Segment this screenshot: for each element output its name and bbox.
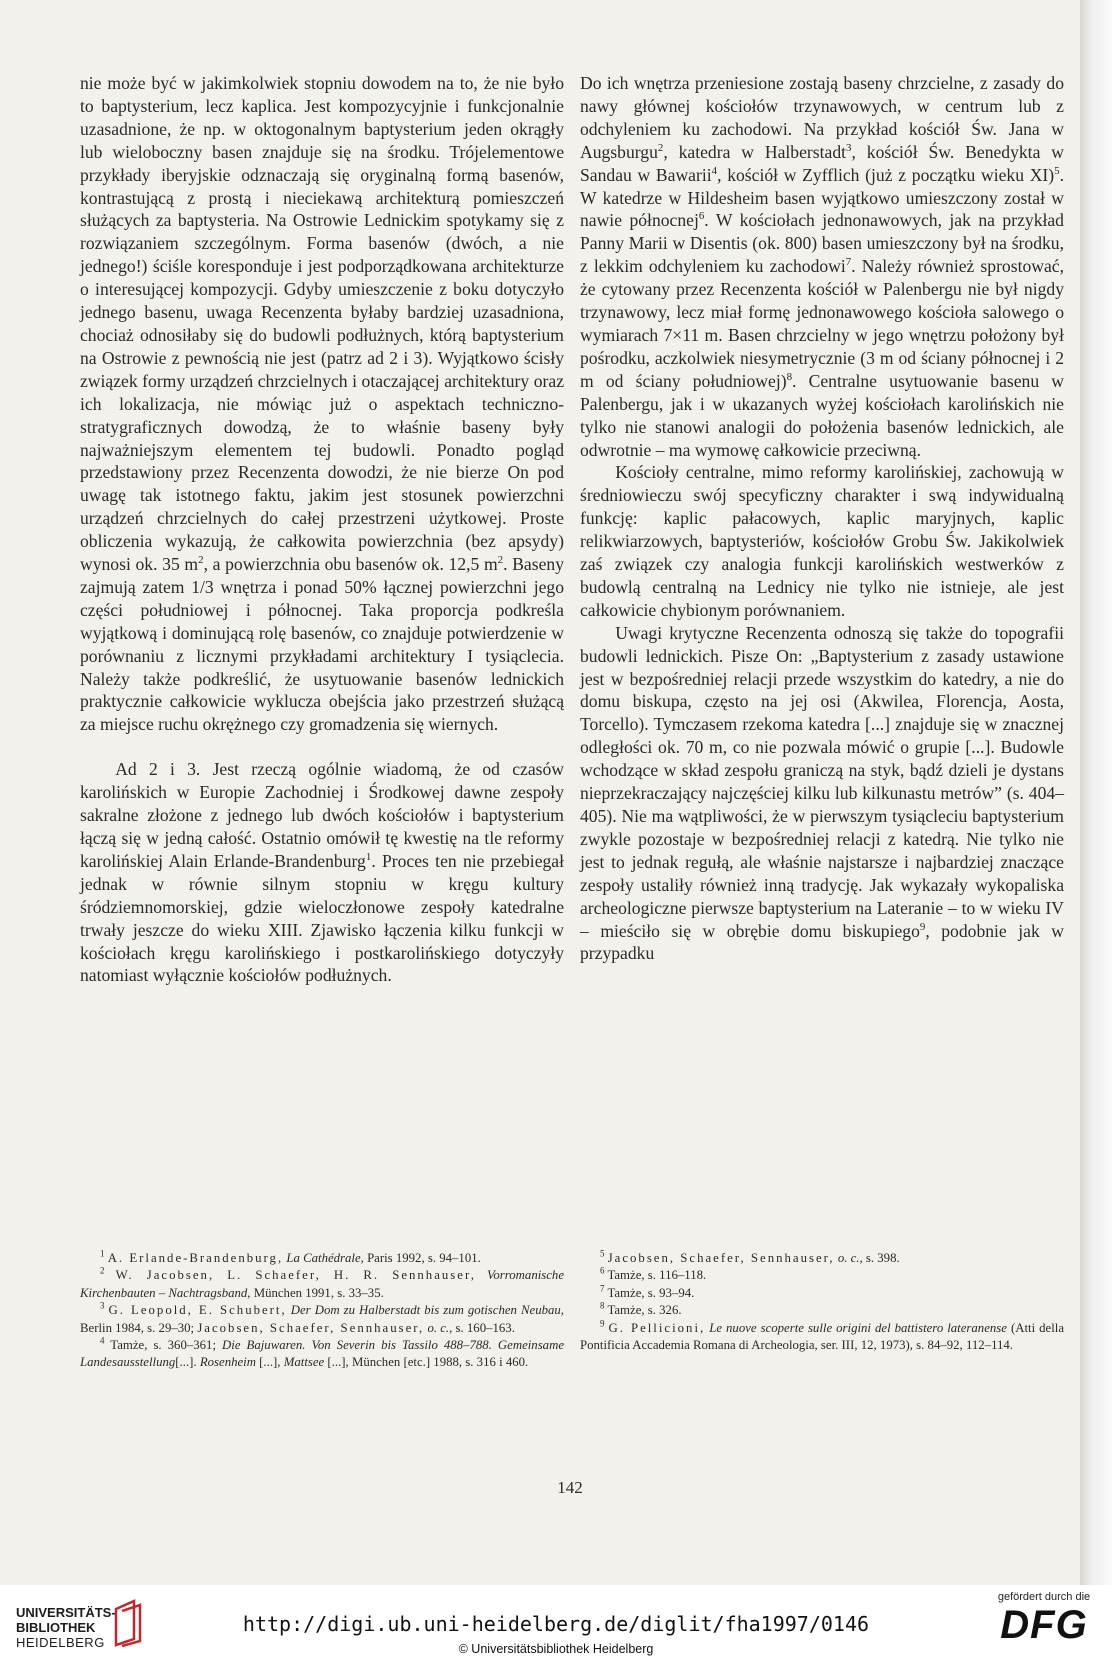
library-name-line-1: UNIVERSITÄTS- <box>16 1605 116 1620</box>
copyright-notice: © Universitätsbibliothek Heidelberg <box>458 1642 654 1656</box>
viewer-footer <box>0 1585 1112 1671</box>
dfg-wordmark: DFG <box>1000 1603 1088 1647</box>
right-paragraph-2: Kościoły centralne, mimo reformy karolińskiej, zachowują w średniowieczu swój specyficzny charakter i swą indywidualną funkcję: kaplic pałacowych, kaplic maryjnych, kaplic relikwiarzowych, baptysteriów, kościołów Grobu Św. Jakikolwiek zaś związek czy analogia funkcji karolińskich westwerków z budowlą centralną na Lednicy nie tylko nie istnieje, ale jest całkowicie chybionym porównaniem. <box>580 462 1064 620</box>
footnote-7: $^7$ Tamże, s. 93–94. <box>600 1283 695 1300</box>
library-name-line-2: BIBLIOTHEK <box>16 1620 96 1635</box>
left-paragraph-2: Ad 2 i 3. Jest rzeczą ogólnie wiadomą, że od czasów karolińskich w Europie Zachodniej i Środkowej dawne zespoły sakralne złożone z jednego lub dwóch kościołów i baptysterium łączą się w jedną całość. Ostatnio omówił tę kwestię na tle reformy karolińskiej Alain Erlande-Brandenburg$^1$. Proces ten nie przebiegał jednak w równie silnym stopniu w kręgu kultury śródziemnomorskiej, gdzie wieloczłonowe zespoły katedralne trwały jeszcze do wieku XIII. Zjawisko łączenia kilku funkcji w kościołach kręgu karolińskiego i postkarolińskiego dotyczyły natomiast wyłącznie kościołów podłużnych. <box>80 759 565 986</box>
footnote-5: $^5$ Jacobsen, Schaefer, Sennhauser, o. c., s. 398. <box>600 1248 900 1265</box>
footnote-6: $^6$ Tamże, s. 116–118. <box>600 1266 707 1283</box>
left-paragraph-1: nie może być w jakimkolwiek stopniu dowodem na to, że nie było to baptysterium, lecz kaplica. Jest kompozycyjnie i funkcjonalnie uzasadnione, że np. w oktogonalnym baptysterium jeden okrągły lub wieloboczny basen znajduje się na środku. Trójelementowe przykłady iberyjskie odznaczają się oryginalną formą basenów, kontrastującą z prostą i nieciekawą architekturą pomieszczeń służących za baptysteria. Na Ostrowie Lednickim spotykamy się z rozwiązaniem szczególnym. Forma basenów (dwóch, a nie jednego!) ściśle koresponduje i jest podporządkowana architekturze o interesującej kompozycji. Gdyby umieszczenie z boku dotyczyło jednego basenu, uwaga Recenzenta byłaby bardziej uzasadniona, chociaż odnosiłaby się do budowli podłużnych, którą baptysterium na Ostrowie z pewnością nie jest (patrz ad 2 i 3). Wyjątkowo ścisły związek formy urządzeń chrzcielnych i otaczającej architektury oraz ich lokalizacja, nie mówiąc już o aspektach techniczno-stratygraficznych dowodzą, że to właśnie baseny były najważniejszym elementem tej budowli. Ponadto pogląd przedstawiony przez Recenzenta dowodzi, że nie bierze On pod uwagę tak istotnego faktu, jakim jest stosunek powierzchni urządzeń chrzcielnych do całej przestrzeni użytkowej. Proste obliczenia wykazują, że całkowita powierzchnia (bez apsydy) wynosi ok. 35 $m^2$, a powierzchnia obu basenów ok. 12,5 $m^2$. Baseny zajmują zatem 1/3 wnętrza i ponad 50% łącznej powierzchni jego części południowej i północnej. Taka proporcja podkreśla wyjątkową i dominującą rolę basenów, co znajduje potwierdzenie w porównaniu z licznymi przykładami architektury I tysiąclecia. Należy także podkreślić, że usytuowanie basenów lednickich praktycznie całkowicie wyklucza obejścia jako przestrzeń służącą za miejsce ruchu okrężnego czy gromadzenia się wiernych. <box>80 73 564 735</box>
footnote-9: $^9$ G. Pellicioni, Le nuove scoperte sulle origini del battistero lateranense (Atti della Pontificia Accademia Romana di Archeologia, ser. III, 12, 1973), s. 84–92, 112–114. <box>580 1318 1065 1353</box>
right-paragraph-3: Uwagi krytyczne Recenzenta odnoszą się także do topografii budowli lednickich. Pisze On: „Baptysterium z zasady ustawione jest w bezpośredniej relacji przede wszystkim do katedry, a nie do domu biskupa, często na jej osi (Akwilea, Florencja, Aosta, Torcello). Tymczasem rzekoma katedra [...] znajduje się w znacznej odległości ok. 70 m, co nie pozwala mówić o grupie [...]. Budowle wchodzące w skład zespołu graniczą na styk, bądź dzieli je dystans nieprzekraczający najczęściej kilku lub kilkunastu metrów” (s. 404–405). Nie ma wątpliwości, że w pierwszym tysiącleciu baptysterium zwykle pozostaje w bezpośredniej relacji z katedrą. Nie tylko nie jest to jednak regułą, ale właśnie najstarsze i najbardziej znaczące zespoły ustaliły również inną tradycję. Jak wykazały wykopaliska archeologiczne pierwsze baptysterium na Lateranie – to w wieku IV – mieściło się w obrębie domu biskupiego$^9$, podobnie jak w przypadku <box>580 622 1064 964</box>
footnotes-right <box>580 1250 1064 1354</box>
footnote-1: $^1$ A. Erlande-Brandenburg, La Cathédrale, Paris 1992, s. 94–101. <box>100 1248 481 1265</box>
footnote-3: $^3$ G. Leopold, E. Schubert, Der Dom zu Halberstadt bis zum gotischen Neubau, Berlin 1984, s. 29–30; Jacobsen, Schaefer, Sennhauser, o. c., s. 160–163. <box>80 1300 565 1335</box>
dfg-logo[interactable] <box>985 1591 1103 1647</box>
page-number: 142 <box>557 1478 583 1497</box>
funded-by-label: gefördert durch die <box>997 1591 1091 1603</box>
footnotes-left <box>80 1250 564 1372</box>
footnote-4: $^4$ Tamże, s. 360–361; Die Bajuwaren. Von Severin bis Tassilo 488–788. Gemeinsame Landesausstellung[...]. Rosenheim [...], Mattsee [...], München [etc.] 1988, s. 316 i 460. <box>80 1335 565 1370</box>
library-name-line-3: HEIDELBERG <box>16 1635 105 1650</box>
right-column <box>580 72 1064 965</box>
right-paragraph-1: Do ich wnętrza przeniesione zostają baseny chrzcielne, z zasady do nawy głównej kościołów trzynawowych, w centrum lub z odchyleniem ku zachodowi. Na przykład kościół Św. Jana w Augsburgu$^2$, katedra w Halberstadt$^3$, kościół Św. Benedykta w Sandau w Bawarii$^4$, kościół w Zyfflich (już z początku wieku XI)$^5$. W katedrze w Hildesheim basen wyjątkowo umieszczony został w nawie północnej$^6$. W kościołach jednonawowych, jak na przykład Panny Marii w Disentis (ok. 800) basen umieszczony był na środku, z lekkim odchyleniem ku zachodowi$^7$. Należy również sprostować, że cytowany przez Recenzenta kościół w Palenbergu nie był nigdy trzynawowy, lecz miał formę jednonawowego kościoła salowego o wymiarach 7×11 m. Basen chrzcielny w jego wnętrzu położony był pośrodku, aczkolwiek niesymetrycznie (3 m od ściany północnej i 2 m od ściany południowej)$^8$. Centralne usytuowanie basenu w Palenbergu, jak i w ukazanych wyżej kościołach karolińskich nie tylko nie stanowi analogii do położenia basenów lednickich, ale odwrotnie – ma wymowę całkowicie przeciwną. <box>580 73 1065 460</box>
footnote-8: $^8$ Tamże, s. 326. <box>600 1300 682 1318</box>
footnote-2: $^2$ W. Jacobsen, L. Schaefer, H. R. Sennhauser, Vorromanische Kirchenbauten – Nachtragsband, München 1991, s. 33–35. <box>80 1266 565 1300</box>
permalink-url[interactable]: http://digi.ub.uni-heidelberg.de/diglit/fha1997/0146 <box>242 1612 870 1636</box>
left-column <box>80 72 564 987</box>
page-edge-shadow <box>1080 0 1112 1585</box>
